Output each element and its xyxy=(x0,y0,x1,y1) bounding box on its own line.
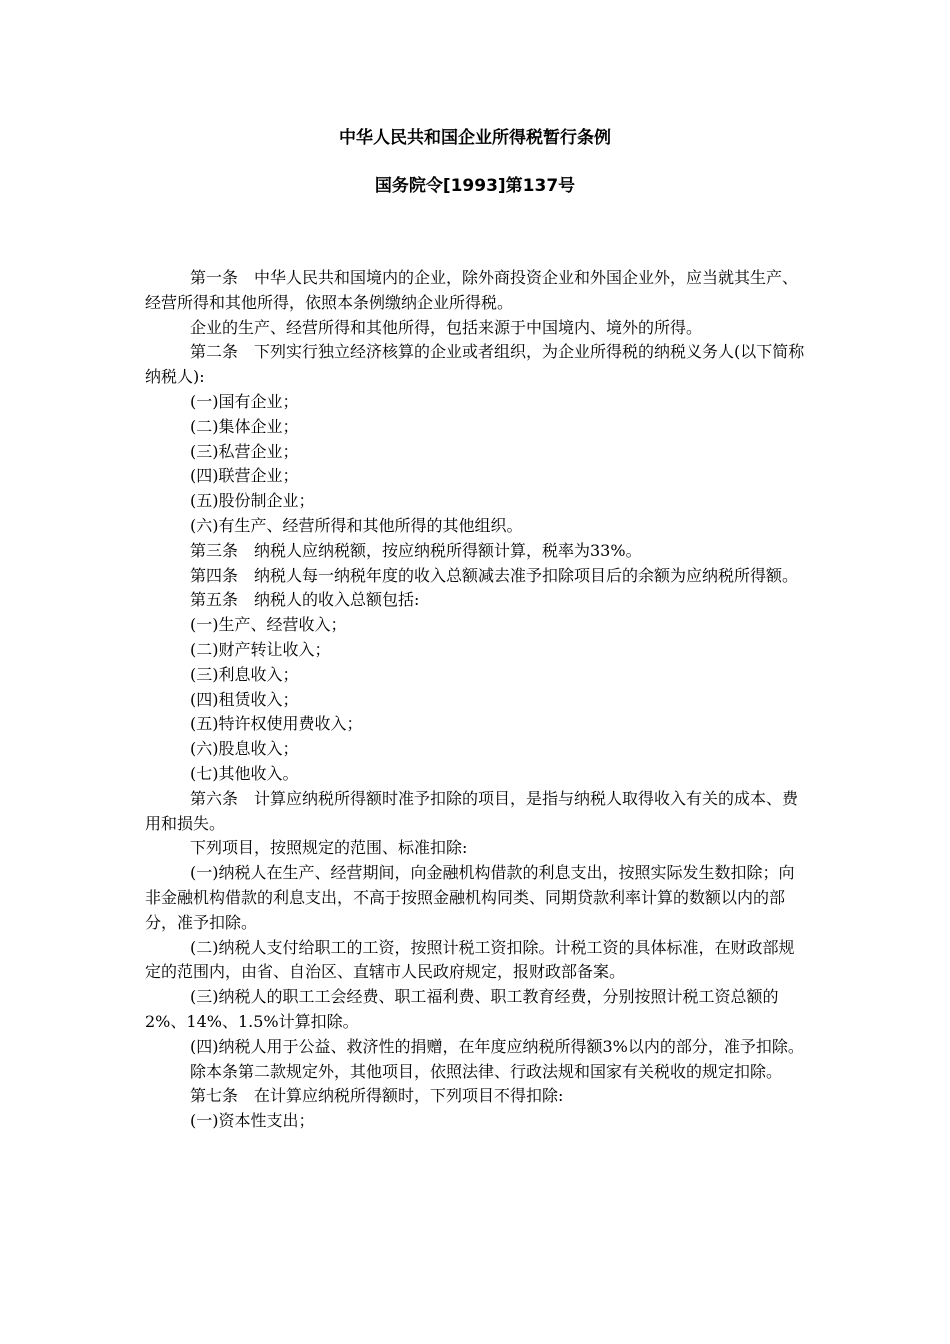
article-paragraph: (一)资本性支出； xyxy=(190,1111,315,1131)
article-paragraph: 第一条 中华人民共和国境内的企业，除外商投资企业和外国企业外，应当就其生产、经营所得和其他所得，依照本条例缴纳企业所得税。 xyxy=(145,268,799,312)
document-title: 中华人民共和国企业所得税暂行条例 xyxy=(339,128,611,148)
article-paragraph: (一)国有企业； xyxy=(190,391,299,411)
article-paragraph: 第七条 在计算应纳税所得额时，下列项目不得扣除: xyxy=(190,1086,564,1106)
decree-number: 国务院令[1993]第137号 xyxy=(374,176,576,196)
article-paragraph: (三)利息收入； xyxy=(190,664,299,684)
article-paragraph: (一)生产、经营收入； xyxy=(190,615,347,635)
article-paragraph: (四)纳税人用于公益、救济性的捐赠，在年度应纳税所得额3%以内的部分，准予扣除。 xyxy=(190,1036,804,1056)
article-paragraph: (六)股息收入； xyxy=(190,739,299,759)
article-paragraph: (二)集体企业； xyxy=(190,416,299,436)
article-paragraph: (五)股份制企业； xyxy=(190,491,315,511)
article-paragraph: (五)特许权使用费收入； xyxy=(190,714,363,734)
document-body xyxy=(145,266,810,1134)
article-paragraph: 下列项目，按照规定的范围、标准扣除: xyxy=(190,838,468,858)
article-paragraph: (一)纳税人在生产、经营期间，向金融机构借款的利息支出，按照实际发生数扣除；向非金融机构借款的利息支出，不高于按照金融机构同类、同期贷款利率计算的数额以内的部分，准予扣除。 xyxy=(145,863,795,932)
article-paragraph: (二)财产转让收入； xyxy=(190,639,331,659)
article-paragraph: 第二条 下列实行独立经济核算的企业或者组织，为企业所得税的纳税义务人(以下简称纳税人): xyxy=(145,342,805,387)
article-paragraph: 第五条 纳税人的收入总额包括: xyxy=(190,590,420,610)
article-paragraph: 第三条 纳税人应纳税额，按应纳税所得额计算，税率为33%。 xyxy=(190,540,642,560)
article-paragraph: (六)有生产、经营所得和其他所得的其他组织。 xyxy=(190,515,523,535)
article-paragraph: (七)其他收入。 xyxy=(190,763,299,783)
article-paragraph: 第四条 纳税人每一纳税年度的收入总额减去准予扣除项目后的余额为应纳税所得额。 xyxy=(190,565,799,585)
article-paragraph: 企业的生产、经营所得和其他所得，包括来源于中国境内、境外的所得。 xyxy=(190,317,703,337)
article-paragraph: (三)纳税人的职工工会经费、职工福利费、职工教育经费，分别按照计税工资总额的2%、14%、1.5%计算扣除。 xyxy=(145,987,779,1031)
article-paragraph: (二)纳税人支付给职工的工资，按照计税工资扣除。计税工资的具体标准，在财政部规定的范围内，由省、自治区、直辖市人民政府规定，报财政部备案。 xyxy=(145,937,795,982)
article-paragraph: (三)私营企业； xyxy=(190,441,299,461)
article-paragraph: (四)联营企业； xyxy=(190,466,299,486)
article-paragraph: 第六条 计算应纳税所得额时准予扣除的项目，是指与纳税人取得收入有关的成本、费用和损失。 xyxy=(145,788,799,833)
article-paragraph: (四)租赁收入； xyxy=(190,689,299,709)
article-paragraph: 除本条第二款规定外，其他项目，依照法律、行政法规和国家有关税收的规定扣除。 xyxy=(190,1061,783,1081)
